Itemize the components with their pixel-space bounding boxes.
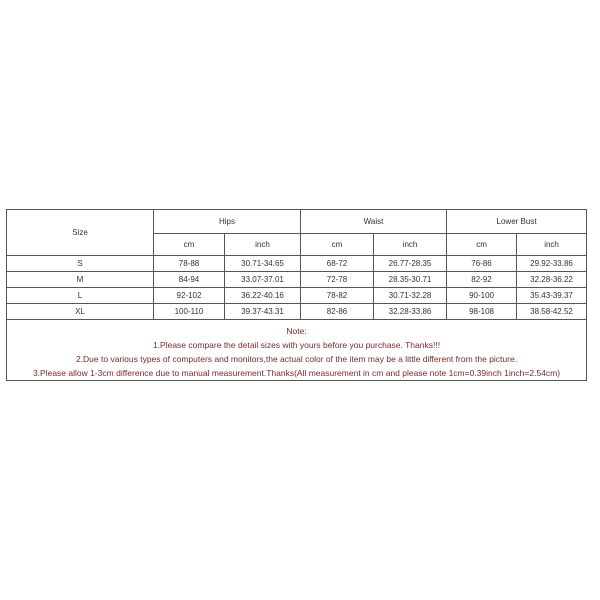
table-cell: 29.92-33.86 [517, 256, 587, 272]
unit-label: cm [301, 234, 374, 256]
table-cell: 76-86 [447, 256, 517, 272]
table-cell: 39.37-43.31 [225, 304, 301, 320]
unit-label: inch [374, 234, 447, 256]
size-header: Size [7, 210, 154, 256]
notes-title: Note: [286, 326, 307, 336]
table-cell: 26.77-28.35 [374, 256, 447, 272]
table-cell: 100-110 [154, 304, 225, 320]
table-cell: 32.28-33.86 [374, 304, 447, 320]
table-cell: 36.22-40.16 [225, 288, 301, 304]
table-row [7, 256, 587, 272]
notes-cell [7, 320, 587, 381]
table-cell: 72-78 [301, 272, 374, 288]
table-row [7, 272, 587, 288]
table-cell: 68-72 [301, 256, 374, 272]
note-line-2: 2.Due to various types of computers and monitors,the actual color of the item may be a little different from the picture. [75, 354, 518, 364]
note-line-3: 3.Please allow 1-3cm difference due to manual measurement.Thanks(All measurement in cm and please note 1cm=0.39inch 1inch=2.54cm) [32, 368, 561, 378]
table-cell: 82-92 [447, 272, 517, 288]
unit-label: cm [447, 234, 517, 256]
notes-row [7, 320, 587, 381]
table-cell: 28.35-30.71 [374, 272, 447, 288]
table-cell: 30.71-34.65 [225, 256, 301, 272]
header-row-groups [7, 210, 587, 234]
size-cell: L [7, 288, 154, 304]
group-header-waist: Waist [301, 210, 447, 234]
table-cell: 33.07-37.01 [225, 272, 301, 288]
size-chart-table [6, 209, 587, 381]
table-cell: 32.28-36.22 [517, 272, 587, 288]
table-cell: 78-88 [154, 256, 225, 272]
unit-label: cm [154, 234, 225, 256]
table-cell: 92-102 [154, 288, 225, 304]
table-cell: 90-100 [447, 288, 517, 304]
table-cell: 35.43-39.37 [517, 288, 587, 304]
size-cell: M [7, 272, 154, 288]
table-cell: 82-86 [301, 304, 374, 320]
size-cell: S [7, 256, 154, 272]
unit-label: inch [517, 234, 587, 256]
table-cell: 38.58-42.52 [517, 304, 587, 320]
note-line-1: 1.Please compare the detail sizes with yours before you purchase. Thanks!!! [152, 340, 441, 350]
group-header-lower-bust: Lower Bust [447, 210, 587, 234]
table-cell: 30.71-32.28 [374, 288, 447, 304]
group-header-hips: Hips [154, 210, 301, 234]
table-cell: 78-82 [301, 288, 374, 304]
table-cell: 84-94 [154, 272, 225, 288]
unit-label: inch [225, 234, 301, 256]
table-row [7, 288, 587, 304]
table-cell: 98-108 [447, 304, 517, 320]
size-cell: XL [7, 304, 154, 320]
table-row [7, 304, 587, 320]
